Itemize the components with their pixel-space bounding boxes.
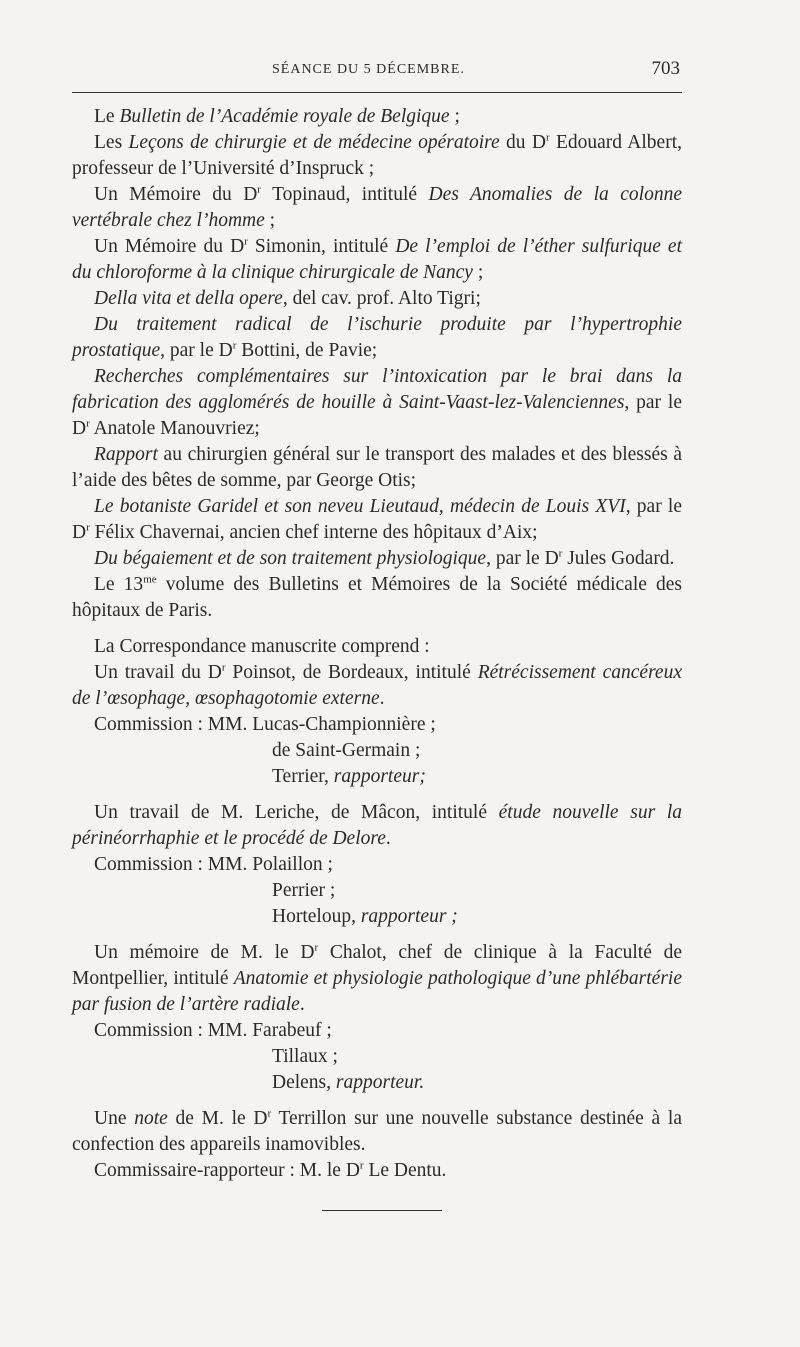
travail-leriche: Un travail de M. Leriche, de Mâcon, intitulé étude nouvelle sur la périnéorrhaphie et le procédé de Delore.: [72, 802, 682, 849]
commission-label: Commission : MM. Lucas-Championnière ;: [94, 714, 436, 735]
entry-11: Le $13^{me}$ volume des Bulletins et Mémoires de la Société médicale des hôpitaux de Paris.: [72, 573, 682, 621]
entry-9: Le botaniste Garidel et son neveu Lieutaud, médecin de Louis XVI, par le $D^r$ Félix Chavernai, ancien chef interne des hôpitaux d’Aix;: [72, 496, 682, 543]
entry-6: Du traitement radical de l’ischurie produite par l’hypertrophie prostatique, par le $D^r$ Bottini, de Pavie;: [72, 314, 682, 361]
correspondance-intro: La Correspondance manuscrite comprend :: [94, 636, 430, 657]
commissaire-rapporteur: Commissaire-rapporteur : M. le $D^r$ Le Dentu.: [94, 1159, 447, 1181]
end-rule: [322, 1210, 442, 1211]
entry-7: Recherches complémentaires sur l’intoxication par le brai dans la fabrication des agglomérés de houille à Saint-Vaast-lez-Valenciennes, par le $D^r$ Anatole Manouvriez;: [72, 366, 682, 439]
commission-member: Perrier ;: [272, 880, 336, 901]
page-header: [72, 56, 682, 86]
entry-3: Un Mémoire du $D^r$ Topinaud, intitulé Des Anomalies de la colonne vertébrale chez l’homme ;: [72, 183, 682, 231]
entry-5: Della vita et della opere, del cav. prof. Alto Tigri;: [94, 288, 481, 309]
entry-10: Du bégaiement et de son traitement physiologique, par le $D^r$ Jules Godard.: [94, 547, 675, 569]
commission-rapporteur: Horteloup, rapporteur ;: [272, 906, 458, 927]
travail-poinsot: Un travail du $D^r$ Poinsot, de Bordeaux, intitulé Rétrécissement cancéreux de l’œsophage, œsophagotomie externe.: [72, 661, 682, 709]
note-terrillon: Une note de M. le $D^r$ Terrillon sur une nouvelle substance destinée à la confection des appareils inamovibles.: [72, 1107, 682, 1155]
header-rule: [72, 92, 682, 93]
commission-member: Tillaux ;: [272, 1046, 338, 1067]
entry-8: Rapport au chirurgien général sur le transport des malades et des blessés à l’aide des bêtes de somme, par George Otis;: [72, 444, 682, 491]
commission-member: de Saint-Germain ;: [272, 740, 421, 761]
running-title: SÉANCE DU 5 DÉCEMBRE.: [272, 62, 465, 77]
commission-label: Commission : MM. Polaillon ;: [94, 854, 333, 875]
commission-rapporteur: Delens, rapporteur.: [272, 1072, 425, 1093]
commission-label: Commission : MM. Farabeuf ;: [94, 1020, 332, 1041]
entry-4: Un Mémoire du $D^r$ Simonin, intitulé De l’emploi de l’éther sulfurique et du chloroforme à la clinique chirurgicale de Nancy ;: [72, 235, 683, 283]
memoire-chalot: Un mémoire de M. le $D^r$ Chalot, chef de clinique à la Faculté de Montpellier, intitulé Anatomie et physiologie pathologique d’une phlébartérie par fusion de l’artère radiale.: [72, 941, 682, 1015]
entry-1: Le Bulletin de l’Académie royale de Belgique ;: [94, 106, 460, 127]
page-number: 703: [651, 58, 680, 79]
entry-2: Les Leçons de chirurgie et de médecine opératoire du $D^r$ Edouard Albert, professeur de l’Université d’Inspruck ;: [72, 131, 683, 179]
commission-rapporteur: Terrier, rapporteur;: [272, 766, 426, 787]
page-body: [72, 104, 682, 1184]
